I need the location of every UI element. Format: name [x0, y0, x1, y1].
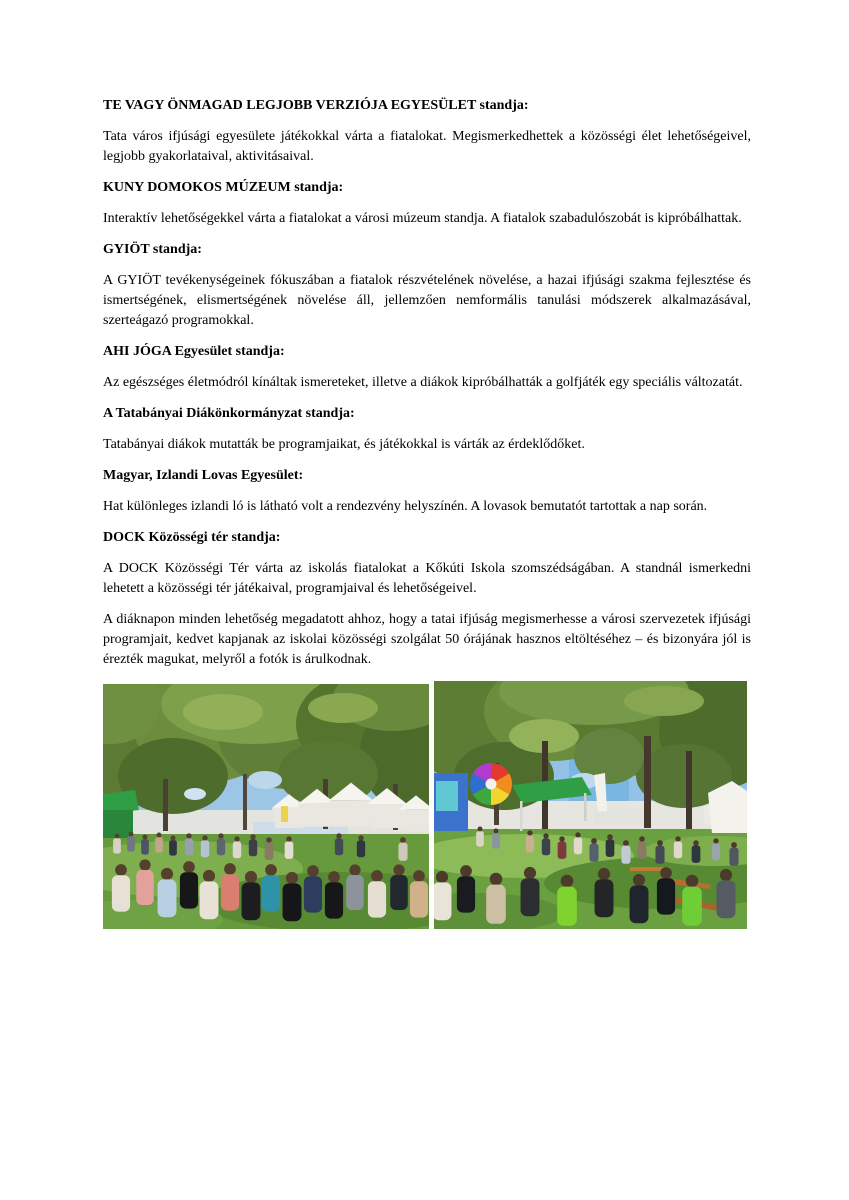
section-heading: GYIÖT standja: — [103, 242, 202, 257]
section-heading: AHI JÓGA Egyesület standja: — [103, 344, 285, 359]
section-paragraph: A GYIÖT tevékenységeinek fókuszában a fiatalok részvételének növelése, a hazai ifjúsági szakma fejlesztése és ismertségének, elismertségének növelése áll, jellemzően nemformális tanulási módszerek alkalmazásával, szerteágazó programokkal. — [103, 273, 751, 328]
section-heading: KUNY DOMOKOS MÚZEUM standja: — [103, 180, 344, 195]
section-paragraph: A DOCK Közösségi Tér várta az iskolás fiatalokat a Kőkúti Iskola szomszédságában. A standnál ismerkedni lehetett a közösségi tér játékaival, programjaival és lehetőségeivel. — [103, 561, 751, 596]
section-paragraph: Interaktív lehetőségekkel várta a fiatalokat a városi múzeum standja. A fiatalok szabadulószobát is kipróbálhattak. — [103, 211, 742, 226]
closing-paragraph: A diáknapon minden lehetőség megadatott ahhoz, hogy a tatai ifjúság megismerhesse a városi szervezetek ifjúsági programjait, kedvet kapjanak az iskolai közösségi szolgálat 50 órájának hasznos eltöltéséhez – és bizonyára jól is érezték magukat, melyről a fotók is árulkodnak. — [103, 612, 751, 667]
section-paragraph: Tata város ifjúsági egyesülete játékokkal várta a fiatalokat. Megismerkedhettek a közösségi élet lehetőségeivel, legjobb gyakorlataival, aktivitásaival. — [103, 129, 751, 164]
section-heading: DOCK Közösségi tér standja: — [103, 530, 281, 545]
photo-row — [103, 681, 751, 929]
section-paragraph: Az egészséges életmódról kínáltak ismereteket, illetve a diákok kipróbálhatták a golfjáték egy speciális változatát. — [103, 375, 743, 390]
crowd-color-wheel-photo — [434, 681, 747, 929]
document-content — [103, 96, 751, 929]
crowd-facing-tents-photo — [103, 684, 429, 929]
section-heading: Magyar, Izlandi Lovas Egyesület: — [103, 468, 304, 483]
section-heading: TE VAGY ÖNMAGAD LEGJOBB VERZIÓJA EGYESÜLET standja: — [103, 98, 529, 113]
section-heading: A Tatabányai Diákönkormányzat standja: — [103, 406, 355, 421]
section-paragraph: Tatabányai diákok mutatták be programjaikat, és játékokkal is várták az érdeklődőket. — [103, 437, 585, 452]
section-paragraph: Hat különleges izlandi ló is látható volt a rendezvény helyszínén. A lovasok bemutatót tartottak a nap során. — [103, 499, 708, 514]
